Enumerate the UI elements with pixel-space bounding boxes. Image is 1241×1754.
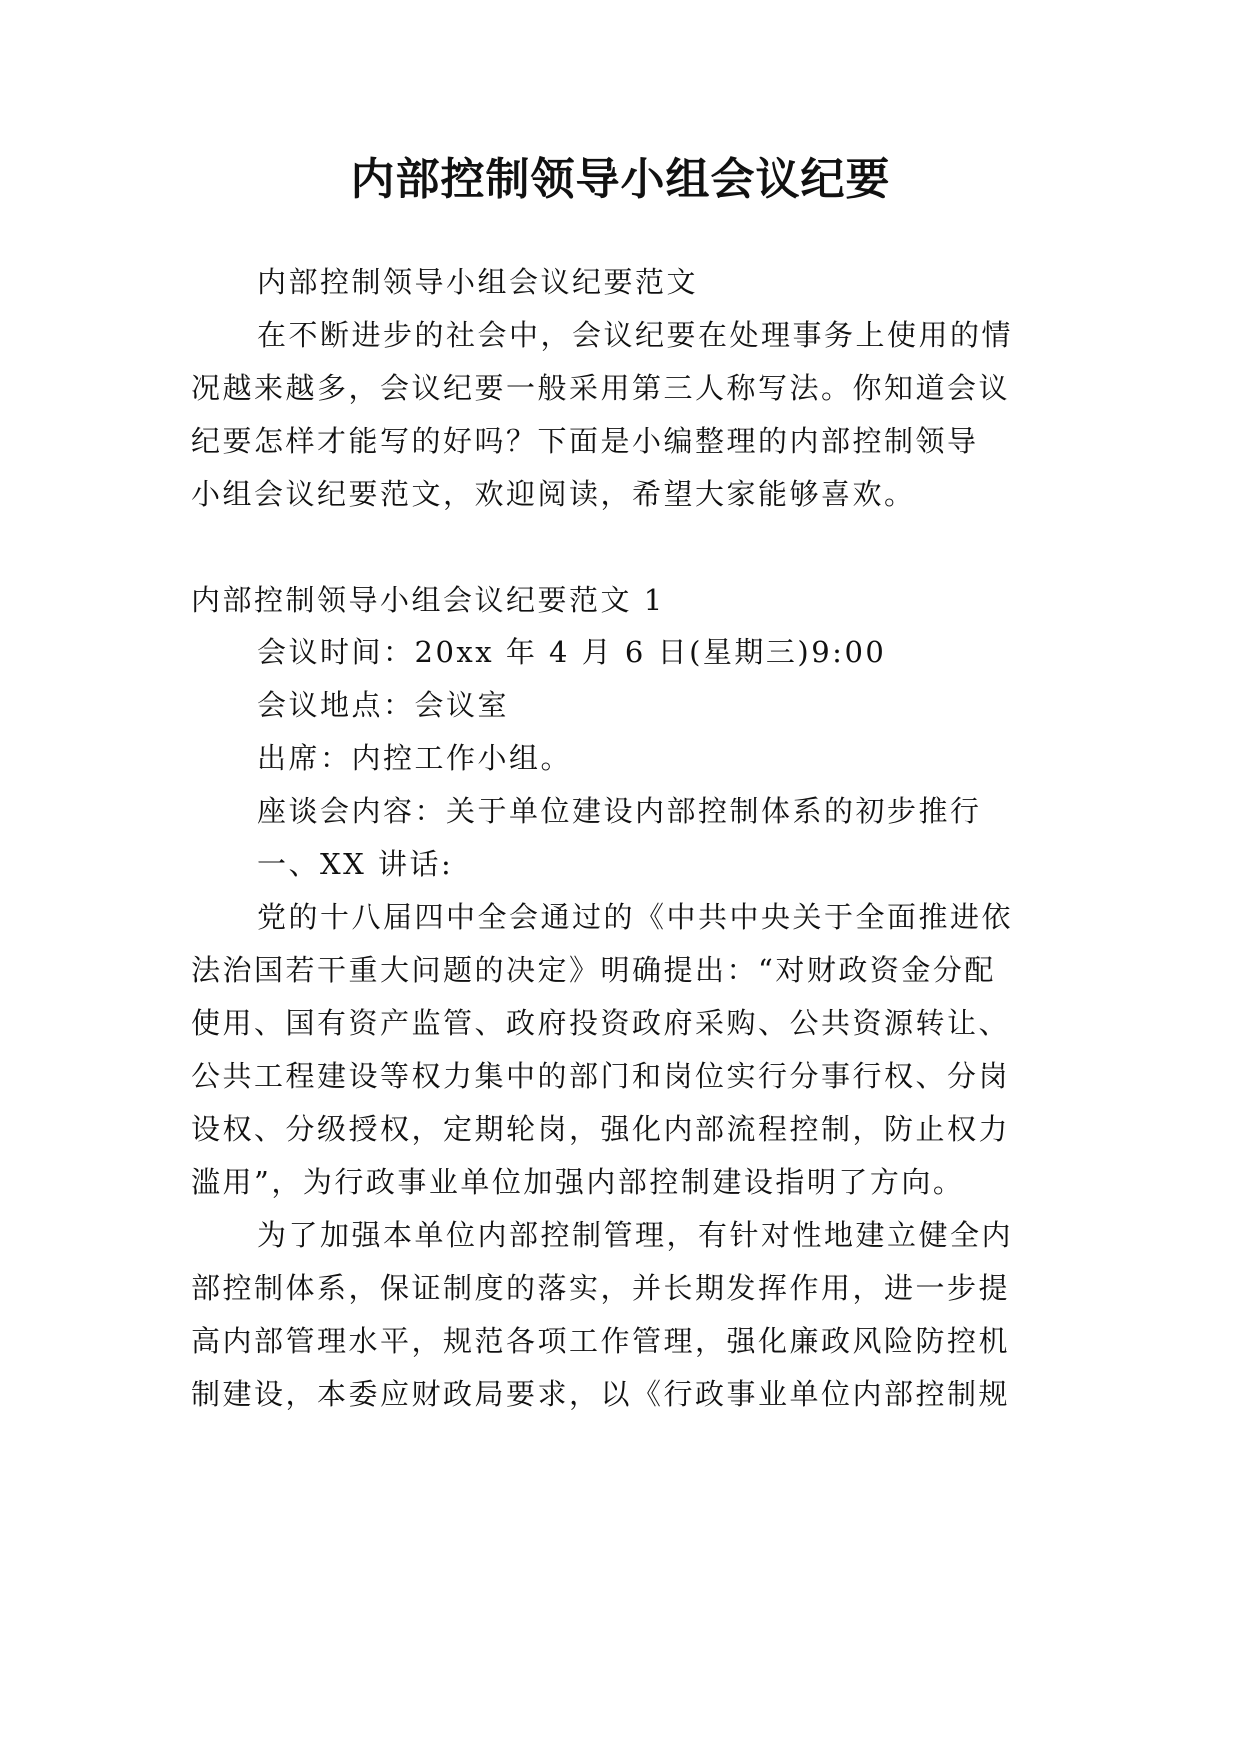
paragraph-line: 法治国若干重大问题的决定》明确提出：“对财政资金分配 <box>191 953 996 987</box>
paragraph-line: 公共工程建设等权力集中的部门和岗位实行分事行权、分岗 <box>191 1059 1011 1093</box>
meeting-content: 座谈会内容：关于单位建设内部控制体系的初步推行 <box>257 794 982 828</box>
section-heading: 内部控制领导小组会议纪要范文 1 <box>191 583 665 617</box>
paragraph-line: 党的十八届四中全会通过的《中共中央关于全面推进依 <box>257 900 1014 934</box>
meeting-time: 会议时间：20xx 年 4 月 6 日(星期三)9:00 <box>257 635 887 669</box>
paragraph-line: 制建设，本委应财政局要求，以《行政事业单位内部控制规 <box>191 1377 1011 1411</box>
intro-heading: 内部控制领导小组会议纪要范文 <box>257 265 699 299</box>
paragraph-line: 在不断进步的社会中，会议纪要在处理事务上使用的情 <box>257 318 1014 352</box>
paragraph-line: 滥用”，为行政事业单位加强内部控制建设指明了方向。 <box>191 1165 965 1199</box>
paragraph-line: 小组会议纪要范文，欢迎阅读，希望大家能够喜欢。 <box>191 477 916 511</box>
speech-heading: 一、XX 讲话: <box>257 847 454 881</box>
paragraph-line: 高内部管理水平，规范各项工作管理，强化廉政风险防控机 <box>191 1324 1011 1358</box>
document-title: 内部控制领导小组会议纪要 <box>350 154 891 205</box>
paragraph-line: 设权、分级授权，定期轮岗，强化内部流程控制，防止权力 <box>191 1112 1011 1146</box>
paragraph-line: 纪要怎样才能写的好吗？下面是小编整理的内部控制领导 <box>191 424 979 458</box>
meeting-location: 会议地点：会议室 <box>257 688 510 722</box>
meeting-attendees: 出席：内控工作小组。 <box>257 741 573 775</box>
paragraph-line: 为了加强本单位内部控制管理，有针对性地建立健全内 <box>257 1218 1014 1252</box>
paragraph-line: 部控制体系，保证制度的落实，并长期发挥作用，进一步提 <box>191 1271 1011 1305</box>
paragraph-line: 况越来越多，会议纪要一般采用第三人称写法。你知道会议 <box>191 371 1011 405</box>
paragraph-line: 使用、国有资产监管、政府投资政府采购、公共资源转让、 <box>191 1006 1011 1040</box>
